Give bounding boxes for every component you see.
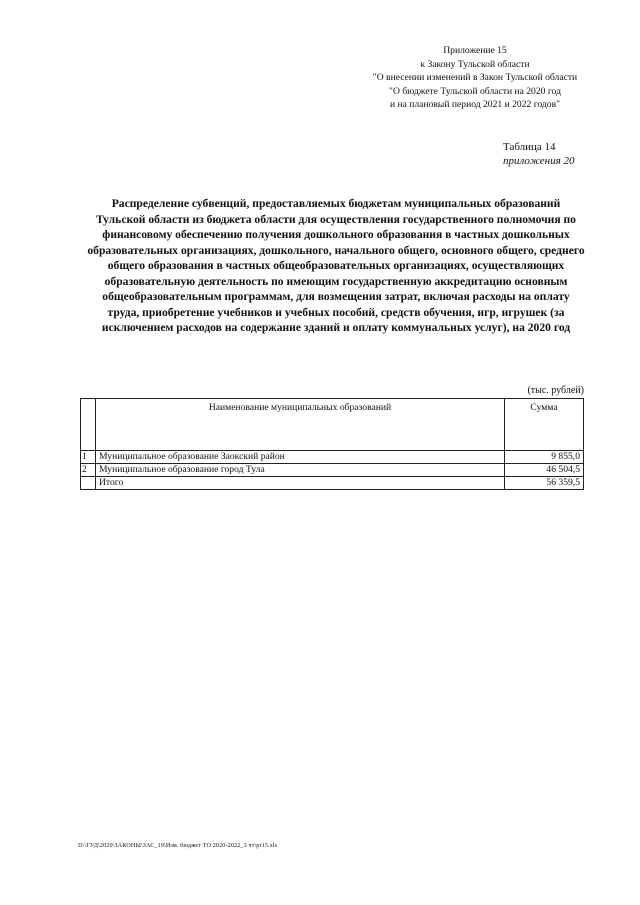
row-sum: 9 855,0 (505, 451, 584, 464)
row-number: 1 (81, 451, 96, 464)
table-row (81, 451, 584, 464)
subsidy-table (80, 398, 584, 490)
table-reference-appendix: приложения 20 (503, 155, 575, 167)
appendix-header-line: "О бюджете Тульской области на 2020 год (389, 85, 561, 97)
table-row (81, 464, 584, 477)
appendix-header-line: "О внесении изменений в Закон Тульской области (372, 72, 578, 83)
file-path-footer: D:\ГУД\2020\ЗАКОНЫ\ЗАС_19\Изм. бюджет ТО 2020-2022_3 чт\pr15.xls (78, 842, 278, 849)
row-name: Муниципальное образование город Тула (96, 464, 505, 477)
row-sum: 56 359,5 (505, 477, 584, 490)
table-total-row (81, 477, 584, 490)
units-label: (тыс. рублей) (527, 385, 584, 396)
appendix-header (360, 44, 590, 112)
appendix-header-line: Приложение 15 (443, 45, 507, 56)
header-name: Наименование муниципальных образований (96, 399, 505, 451)
table-header-row (81, 399, 584, 451)
row-sum: 46 504,5 (505, 464, 584, 477)
row-name: Муниципальное образование Заокский район (96, 451, 505, 464)
row-name: Итого (96, 477, 505, 490)
row-number: 2 (81, 464, 96, 477)
table-reference (503, 140, 574, 168)
document-title: Распределение субвенций, предоставляемых бюджетам муниципальных образований Тульской области из бюджета области для осуществления государственного полномочия по финансовому обеспечению получения дошкольного образования в частных дошкольных образовательных организациях, дошкольного, начального общего, основного общего, среднего общего образования в частных общеобразовательных организациях, осуществляющих образовательную деятельность по имеющим государственную аккредитацию основным общеобразовательным программам, для возмещения затрат, включая расходы на оплату труда, приобретение учебников и учебных пособий, средств обучения, игр, игрушек (за исключением расходов на содержание зданий и оплату коммунальных услуг), на 2020 год (87, 197, 585, 334)
header-number (81, 399, 96, 451)
row-number (81, 477, 96, 490)
appendix-header-line: к Закону Тульской области (420, 58, 530, 70)
header-sum: Сумма (505, 399, 584, 451)
table-reference-number: Таблица 14 (503, 141, 556, 153)
appendix-header-line: и на плановый период 2021 и 2022 годов" (389, 99, 561, 110)
